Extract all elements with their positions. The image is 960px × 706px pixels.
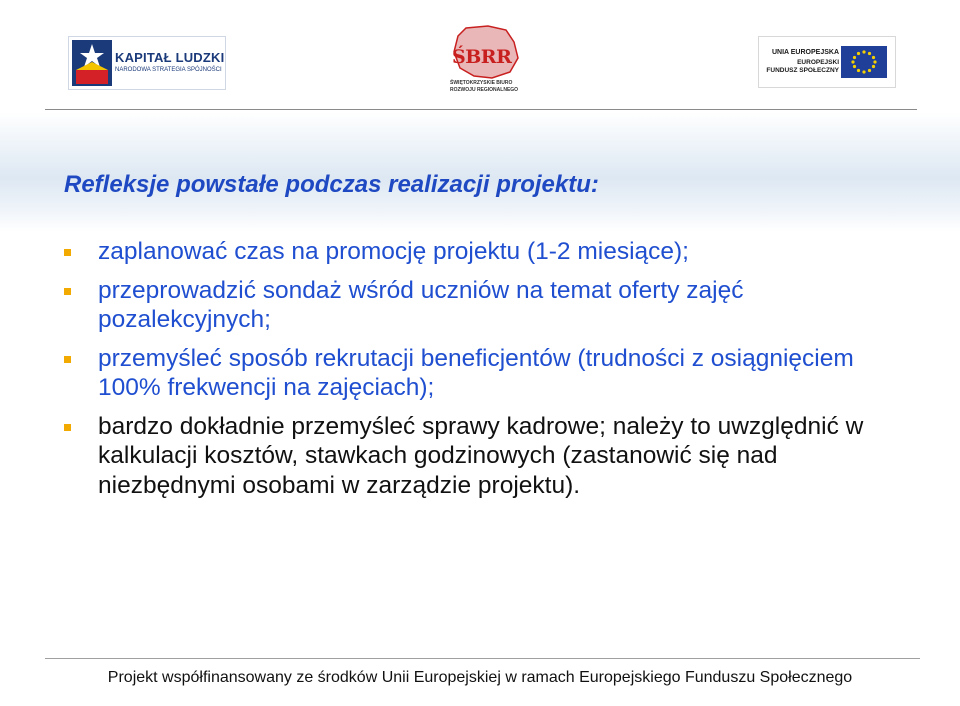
list-item-text: przemyśleć sposób rekrutacji beneficjentów (trudności z osiągnięciem 100% frekwencji na zajęciach); <box>98 344 854 401</box>
ue-efs-logo <box>758 36 896 88</box>
slide-title: Refleksje powstałe podczas realizacji projektu: <box>64 171 599 198</box>
list-item-text: zaplanować czas na promocję projektu (1-2 miesiące); <box>98 238 689 265</box>
sbrr-subtitle-1: ŚWIĘTOKRZYSKIE BIURO <box>450 80 513 86</box>
ue-fund-line2: FUNDUSZ SPOŁECZNY <box>766 67 839 74</box>
list-item-text: przeprowadzić sondaż wśród uczniów na temat oferty zajęć pozalekcyjnych; <box>98 276 744 333</box>
header-divider <box>45 109 917 110</box>
eu-flag-icon <box>841 46 887 78</box>
footer-text: Projekt współfinansowany ze środków Unii Europejskiej w ramach Europejskiego Funduszu Społecznego <box>107 669 853 686</box>
kapital-ludzki-emblem-icon <box>72 40 112 86</box>
list-item <box>64 344 904 403</box>
list-item <box>64 412 904 501</box>
sbrr-name: ŚBRR <box>452 46 512 68</box>
list-item <box>64 276 904 335</box>
kapital-ludzki-logo <box>68 36 226 90</box>
kapital-ludzki-subtitle: NARODOWA STRATEGIA SPÓJNOŚCI <box>115 67 222 73</box>
bullet-square-icon <box>64 249 71 256</box>
list-item <box>64 237 904 267</box>
bullet-square-icon <box>64 356 71 363</box>
bullet-square-icon <box>64 424 71 431</box>
ue-fund-line1: EUROPEJSKI <box>797 59 839 66</box>
bullet-list <box>64 237 904 509</box>
bullet-square-icon <box>64 288 71 295</box>
kapital-ludzki-name: KAPITAŁ LUDZKI <box>115 50 225 65</box>
ue-name: UNIA EUROPEJSKA <box>771 49 839 56</box>
sbrr-logo <box>448 24 524 92</box>
list-item-text: bardzo dokładnie przemyśleć sprawy kadrowe; należy to uwzględnić w kalkulacji kosztów, stawkach godzinowych (zastanowić się nad niezbędnymi osobami w zarządzie projektu). <box>98 412 864 499</box>
sbrr-subtitle-2: ROZWOJU REGIONALNEGO <box>450 87 519 93</box>
footer-divider <box>45 658 920 659</box>
